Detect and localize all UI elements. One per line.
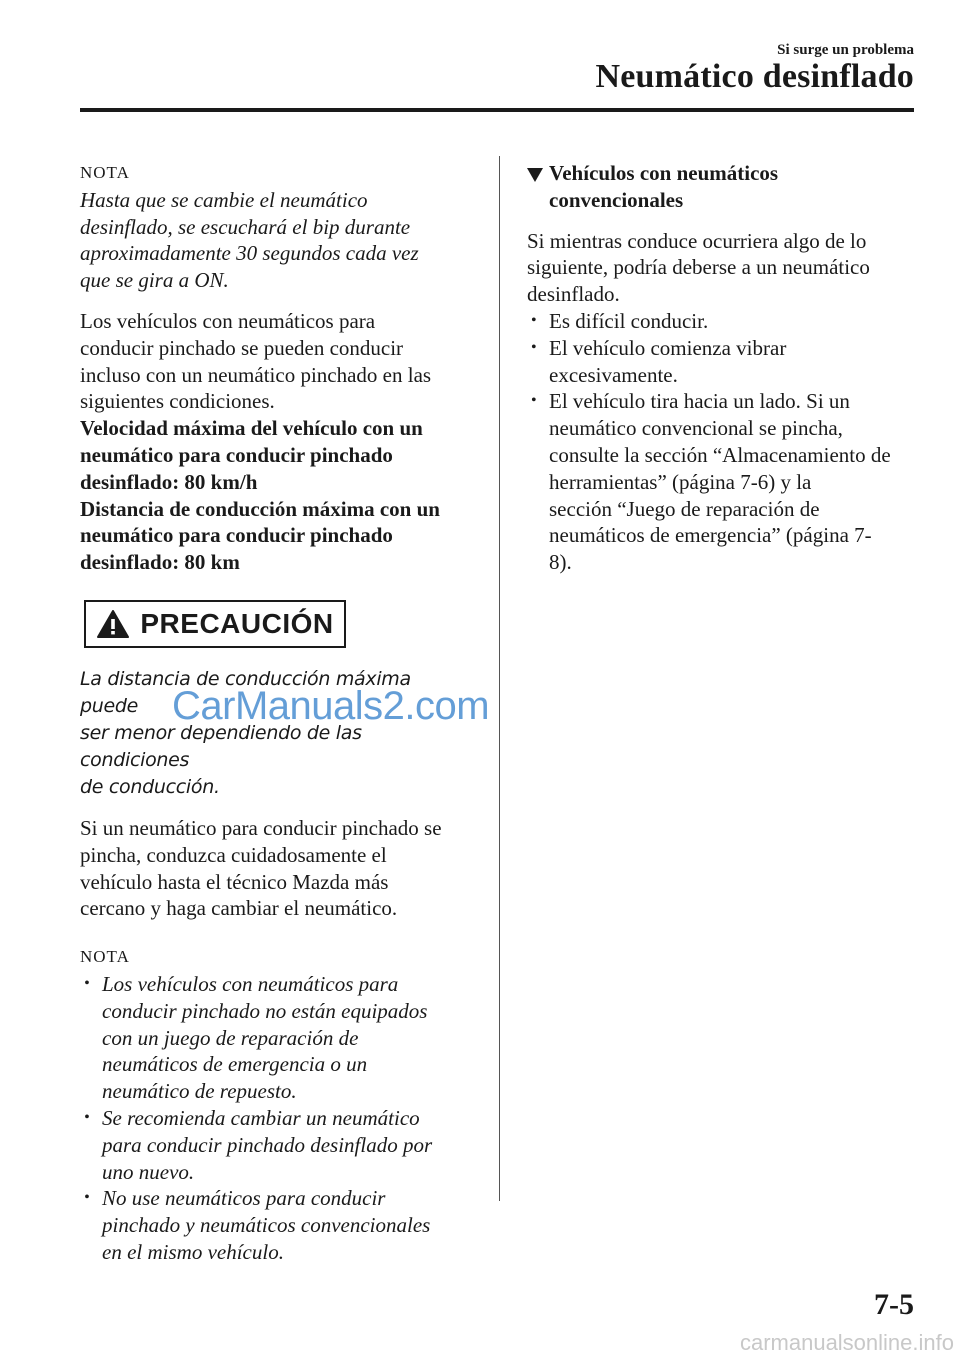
nota-list	[80, 971, 472, 1266]
warning-triangle-icon	[96, 609, 130, 639]
bullet-dot: •	[84, 974, 90, 992]
max-speed-condition: Velocidad máxima del vehículo con un neumático para conducir pinchado desinflado: 80 km/h	[80, 416, 423, 494]
bullet-dot: •	[531, 392, 537, 410]
nota-text: Hasta que se cambie el neumático desinflado, se escuchará el bip durante aproximadamente 30 segundos cada vez que se gira a ON.	[80, 187, 419, 293]
bullet-dot: •	[531, 311, 537, 329]
bullet-dot: •	[84, 1108, 90, 1126]
footer-site-mark: carmanualsonline.info	[739, 1330, 954, 1355]
list-item: • Se recomienda cambiar un neumático para conducir pinchado desinflado por uno nuevo.	[84, 1105, 433, 1184]
symptom-list	[527, 308, 922, 576]
body-paragraph: Si un neumático para conducir pinchado se pincha, conduzca cuidadosamente el vehículo hasta el técnico Mazda más cercano y haga cambiar el neumático.	[80, 815, 442, 921]
header-rule	[80, 108, 914, 112]
list-item: • El vehículo comienza vibrar excesivamente.	[531, 335, 787, 387]
nota-label: NOTA	[80, 947, 130, 967]
page-number: 7-5	[874, 1288, 914, 1321]
section-heading-text: Vehículos con neumáticos convencionales	[549, 161, 779, 212]
column-divider	[499, 156, 500, 1201]
list-item: • Los vehículos con neumáticos para conducir pinchado no están equipados con un juego de reparación de neumáticos de emergencia o un neumático de repuesto.	[84, 971, 428, 1104]
bullet-dot: •	[84, 1189, 90, 1207]
caution-text: La distancia de conducción máxima puede ser menor dependiendo de las condiciones de conducción.	[80, 667, 411, 798]
nota-label: NOTA	[80, 163, 130, 182]
bullet-dot: •	[531, 338, 537, 356]
right-column	[527, 160, 922, 576]
section-label: Si surge un problema	[777, 42, 914, 58]
list-item: • Es difícil conducir.	[531, 308, 709, 333]
caution-label: PRECAUCIÓN	[140, 607, 334, 639]
list-item: • El vehículo tira hacia un lado. Si un neumático convencional se pincha, consulte la sección “Almacenamiento de herramientas” (página 7-6) y la sección “Juego de reparación de neumáticos de emergencia” (página 7- 8).	[531, 389, 891, 575]
triangle-down-icon	[527, 168, 543, 182]
body-paragraph: Si mientras conduce ocurriera algo de lo siguiente, podría deberse a un neumático desinflado.	[527, 228, 870, 307]
watermark: CarManuals2.com	[172, 684, 490, 728]
max-distance-condition: Distancia de conducción máxima con un neumático para conducir pinchado desinflado: 80 km	[80, 496, 440, 575]
page-title: Neumático desinflado	[595, 58, 914, 95]
caution-box	[84, 600, 346, 648]
body-paragraph: Los vehículos con neumáticos para conducir pinchado se pueden conducir incluso con un neumático pinchado en las siguientes condiciones.	[80, 308, 432, 414]
section-heading	[527, 160, 922, 214]
list-item: • No use neumáticos para conducir pinchado y neumáticos convencionales en el mismo vehículo.	[84, 1186, 431, 1264]
